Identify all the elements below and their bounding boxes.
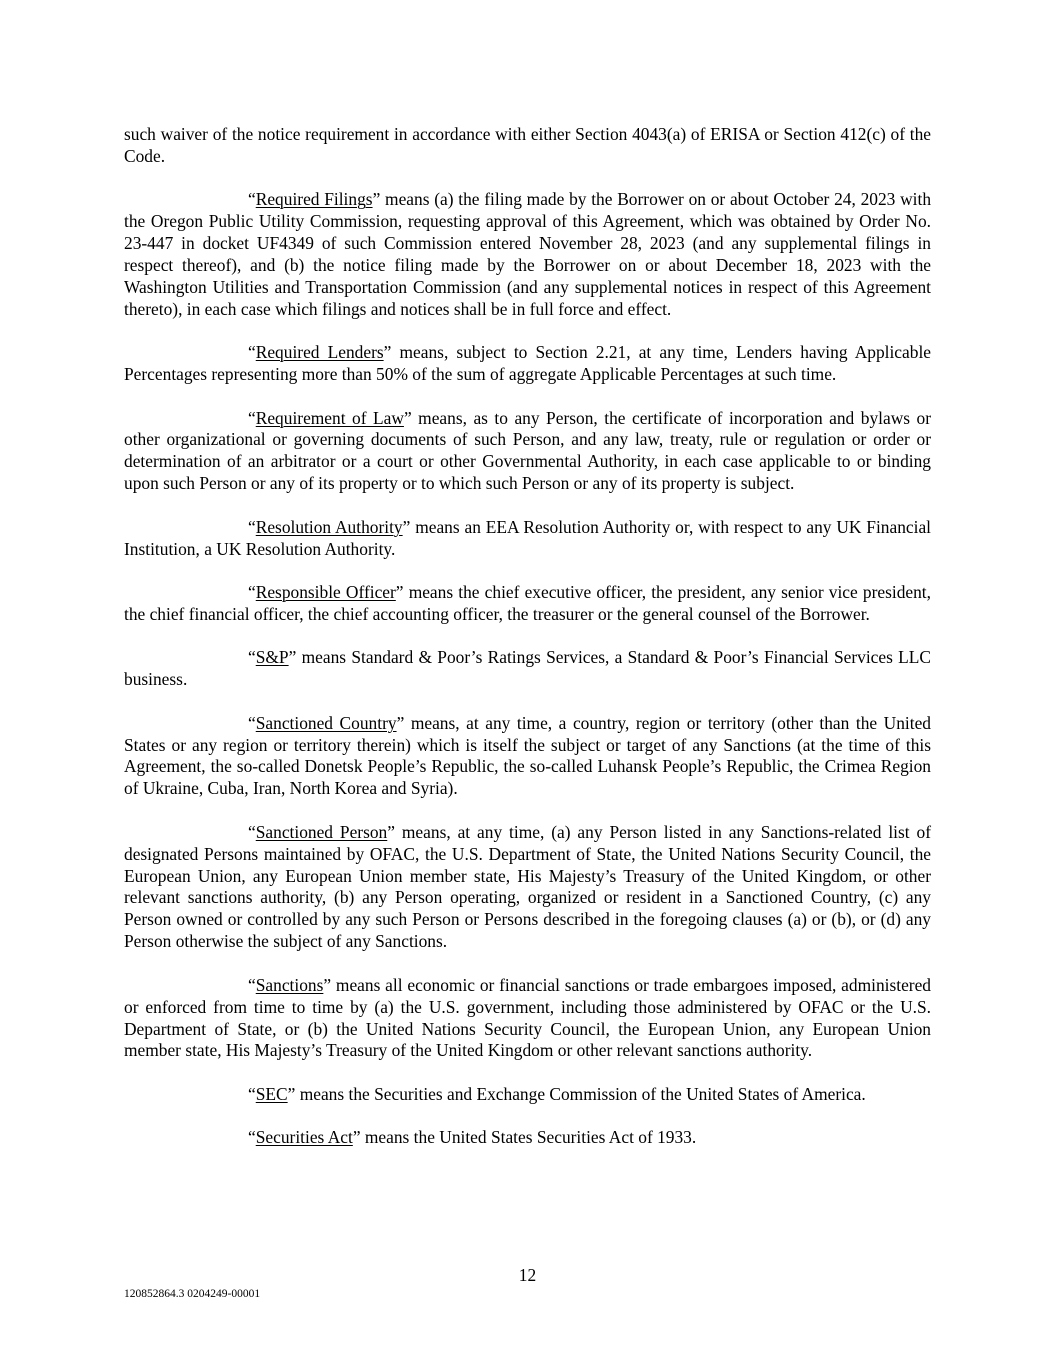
definition-responsible-officer: “Responsible Officer” means the chief executive officer, the president, any senior vice president, the chief financial officer, the chief accounting officer, the treasurer or the general counsel of the Borrower. [124, 582, 931, 624]
defined-term: Sanctioned Country [255, 712, 397, 733]
document-page [124, 124, 931, 1171]
definition-text: means all economic or financial sanctions or trade embargoes imposed, administered or enforced from time to time by (a) the U.S. government, including those administered by OFAC or the U.S. Department of State, or (b) the United Nations Security Council, the European Union, any European Union member state, His Majesty’s Treasury of the United Kingdom or other relevant sanctions authority. [124, 974, 931, 1061]
defined-term: Sanctioned Person [255, 821, 388, 842]
defined-term: Securities Act [255, 1127, 353, 1148]
definition-text: means an EEA Resolution Authority or, with respect to any UK Financial Institution, a UK Resolution Authority. [124, 516, 931, 559]
definition-sanctioned-country: “Sanctioned Country” means, at any time, a country, region or territory (other than the United States or any region or territory therein) which is itself the subject or target of any Sanctions (at the time of this Agreement, the so-called Donetsk People’s Republic, the so-called Luhansk People’s Republic, the Crimea Region of Ukraine, Cuba, Iran, North Korea and Syria). [124, 712, 931, 799]
defined-term: Resolution Authority [255, 516, 403, 537]
definition-text: means the United States Securities Act of 1933. [360, 1127, 697, 1148]
definition-sanctions: “Sanctions” means all economic or financial sanctions or trade embargoes imposed, administered or enforced from time to time by (a) the U.S. government, including those administered by OFAC or the U.S. Department of State, or (b) the United Nations Security Council, the European Union, any European Union member state, His Majesty’s Treasury of the United Kingdom or other relevant sanctions authority. [124, 974, 931, 1061]
definition-text: means, at any time, (a) any Person listed in any Sanctions-related list of designated Persons maintained by OFAC, the U.S. Department of State, the United Nations Security Council, the European Union, any European Union member state, His Majesty’s Treasury of the United Kingdom, or other relevant sanctions authority, (b) any Person operating, organized or resident in a Sanctioned Country, (c) any Person owned or controlled by any such Person or Persons described in the foregoing clauses (a) or (b), or (d) any Person otherwise the subject of any Sanctions. [124, 821, 932, 952]
defined-term: S&P [255, 647, 289, 668]
defined-term: Required Lenders [255, 342, 384, 363]
defined-term: SEC [255, 1083, 288, 1104]
defined-term: Sanctions [255, 974, 324, 995]
definition-text: means, as to any Person, the certificate of incorporation and bylaws or other organizational or governing documents of such Person, and any law, treaty, rule or regulation or order or determination of an arbitrator or a court or other Governmental Authority, in each case applicable to or binding upon such Person or any of its property or to which such Person or any of its property is subject. [124, 407, 931, 494]
definition-text: means, subject to Section 2.21, at any time, Lenders having Applicable Percentages representing more than 50% of the sum of aggregate Applicable Percentages at such time. [124, 342, 931, 385]
definition-sanctioned-person: “Sanctioned Person” means, at any time, (a) any Person listed in any Sanctions-related list of designated Persons maintained by OFAC, the U.S. Department of State, the United Nations Security Council, the European Union, any European Union member state, His Majesty’s Treasury of the United Kingdom, or other relevant sanctions authority, (b) any Person operating, organized or resident in a Sanctioned Country, (c) any Person owned or controlled by any such Person or Persons described in the foregoing clauses (a) or (b), or (d) any Person otherwise the subject of any Sanctions. [124, 821, 932, 952]
definition-required-filings: “Required Filings” means (a) the filing made by the Borrower on or about October 24, 2023 with the Oregon Public Utility Commission, requesting approval of this Agreement, which was obtained by Order No. 23-447 in docket UF4349 of such Commission entered November 28, 2023 (and any supplemental filings in respect thereof), and (b) the notice filing made by the Borrower on or about December 18, 2023 with the Washington Utilities and Transportation Commission (and any supplemental notices in respect of this Agreement thereto), in each case which filings and notices shall be in full force and effect. [124, 189, 932, 319]
definition-requirement-of-law: “Requirement of Law” means, as to any Person, the certificate of incorporation and bylaws or other organizational or governing documents of such Person, and any law, treaty, rule or regulation or order or determination of an arbitrator or a court or other Governmental Authority, in each case applicable to or binding upon such Person or any of its property or to which such Person or any of its property is subject. [124, 407, 931, 494]
definition-text: means the Securities and Exchange Commission of the United States of America. [295, 1083, 866, 1104]
definition-required-lenders: “Required Lenders” means, subject to Section 2.21, at any time, Lenders having Applicable Percentages representing more than 50% of the sum of aggregate Applicable Percentages at such time. [124, 342, 931, 385]
definition-text: means, at any time, a country, region or territory (other than the United States or any region or territory therein) which is itself the subject or target of any Sanctions (at the time of this Agreement, the so-called Donetsk People’s Republic, the so-called Luhansk People’s Republic, the Crimea Region of Ukraine, Cuba, Iran, North Korea and Syria). [124, 712, 931, 799]
continuation-paragraph: such waiver of the notice requirement in accordance with either Section 4043(a) of ERISA or Section 412(c) of the Code. [124, 124, 931, 166]
defined-term: Requirement of Law [255, 407, 404, 428]
definition-sp: “S&P” means Standard & Poor’s Ratings Services, a Standard & Poor’s Financial Services LLC business. [124, 647, 931, 690]
defined-term: Responsible Officer [255, 582, 396, 602]
definition-text: means (a) the filing made by the Borrower on or about October 24, 2023 with the Oregon Public Utility Commission, requesting approval of this Agreement, which was obtained by Order No. 23-447 in docket UF4349 of such Commission entered November 28, 2023 (and any supplemental filings in respect thereof), and (b) the notice filing made by the Borrower on or about December 18, 2023 with the Washington Utilities and Transportation Commission (and any supplemental notices in respect of this Agreement thereto), in each case which filings and notices shall be in full force and effect. [124, 189, 932, 319]
definition-text: means the chief executive officer, the president, any senior vice president, the chief financial officer, the chief accounting officer, the treasurer or the general counsel of the Borrower. [124, 582, 931, 624]
page-number: 12 [518, 1265, 537, 1285]
document-id: 120852864.3 0204249-00001 [124, 1288, 261, 1300]
definition-text: means Standard & Poor’s Ratings Services, a Standard & Poor’s Financial Services LLC business. [124, 647, 931, 690]
defined-term: Required Filings [255, 189, 373, 210]
definition-sec: “SEC” means the Securities and Exchange Commission of the United States of America. [248, 1083, 866, 1104]
definition-resolution-authority: “Resolution Authority” means an EEA Resolution Authority or, with respect to any UK Financial Institution, a UK Resolution Authority. [124, 516, 931, 559]
definition-securities-act: “Securities Act” means the United States Securities Act of 1933. [248, 1127, 697, 1148]
